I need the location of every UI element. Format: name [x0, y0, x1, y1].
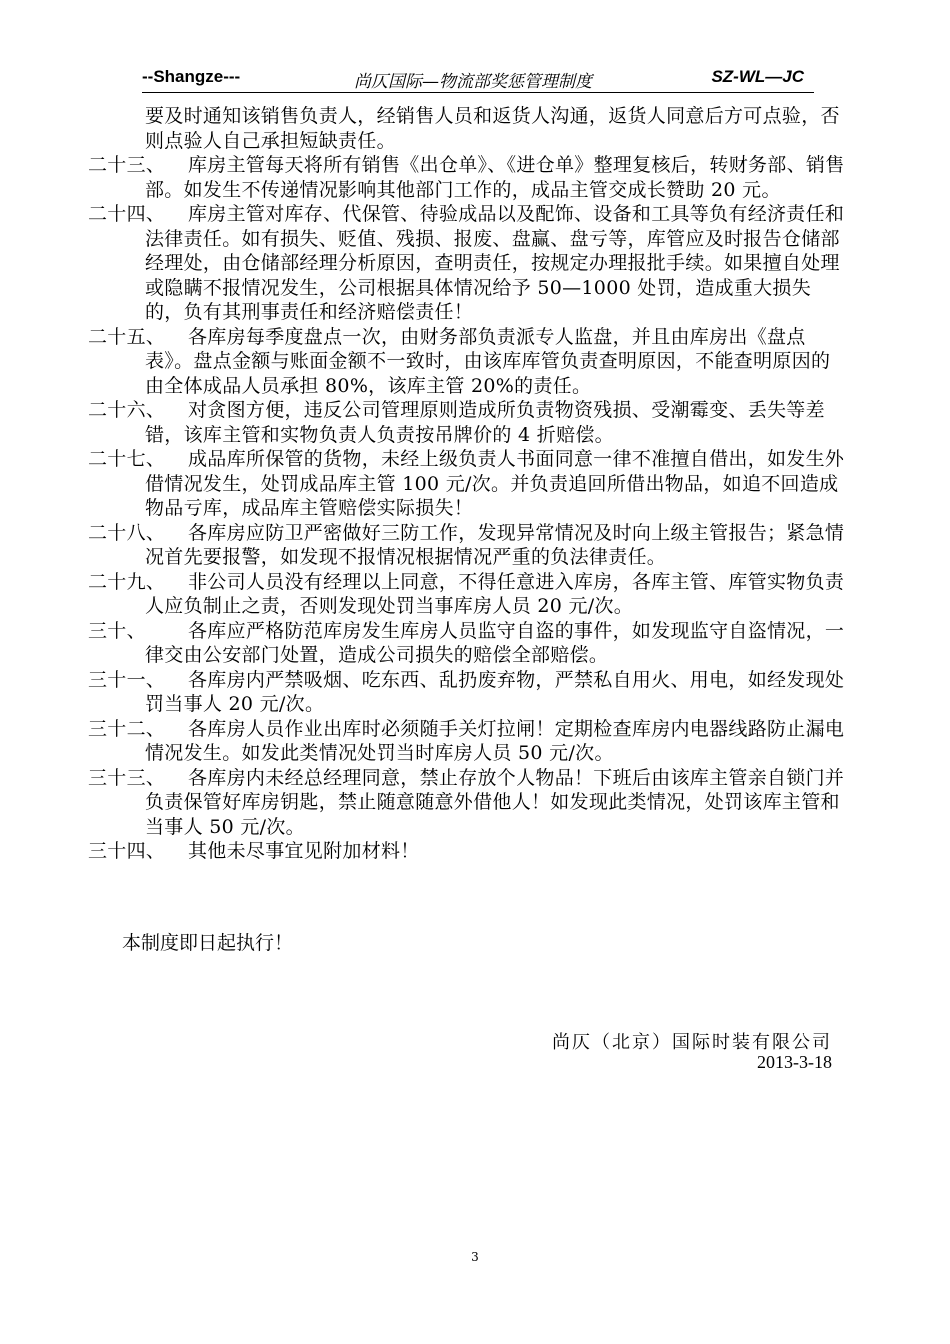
continuation-paragraph: 要及时通知该销售负责人，经销售人员和返货人沟通，返货人同意后方可点验，否则点验人自己承担短缺责任。 [145, 105, 840, 152]
header-left: --Shangze--- [142, 67, 241, 86]
clause-text: 库房主管对库存、代保管、待验成品以及配饰、设备和工具等负有经济责任和法律责任。如有损失、贬值、残损、报废、盘赢、盘亏等，库管应及时报告仓储部经理处，由仓储部经理分析原因，查明责任，按规定办理报批手续。如果擅自处理或隐瞒不报情况发生，公司根据具体情况给予 50—1000 处罚，造成重大损失的，负有其刑事责任和经济赔偿责任！ [145, 203, 845, 323]
header-code: SZ-WL—JC [711, 67, 804, 86]
clause-text: 其他未尽事宜见附加材料！ [188, 840, 420, 862]
clause-number: 三十、 [88, 619, 146, 642]
clause-item [88, 717, 848, 766]
clause-text: 各库房内严禁吸烟、吃东西、乱扔废弃物，严禁私自用火、用电，如经发现处罚当事人 20 元/次。 [145, 668, 845, 715]
clause-number: 二十九、 [88, 570, 166, 593]
clause-list [88, 153, 848, 864]
clause-item [88, 153, 848, 202]
clause-number: 三十四、 [88, 840, 166, 862]
clause-item [88, 839, 848, 864]
clause-number: 二十八、 [88, 521, 166, 544]
document-body [88, 104, 848, 864]
clause-number: 三十二、 [88, 717, 166, 740]
page-number: 3 [471, 1250, 479, 1264]
clause-item [88, 668, 848, 717]
company-name: 尚仄（北京）国际时装有限公司 [552, 1032, 832, 1053]
clause-number: 二十七、 [88, 448, 166, 470]
closing-statement: 本制度即日起执行！ [122, 932, 294, 954]
clause-text: 库房主管每天将所有销售《出仓单》、《进仓单》整理复核后，转财务部、销售部。如发生不传递情况影响其他部门工作的，成品主管交成长赞助 20 元。 [145, 154, 845, 201]
clause-text: 各库房人员作业出库时必须随手关灯拉闸！定期检查库房内电器线路防止漏电情况发生。如发此类情况处罚当时库房人员 50 元/次。 [145, 717, 845, 764]
clause-number: 二十四、 [88, 203, 166, 225]
clause-number: 二十三、 [88, 154, 166, 176]
clause-item [88, 521, 848, 570]
clause-text: 各库应严格防范库房发生库房人员监守自盗的事件，如发现监守自盗情况，一律交由公安部门处置，造成公司损失的赔偿全部赔偿。 [145, 619, 845, 666]
clause-number: 三十一、 [88, 668, 166, 691]
header-title: 尚仄国际—物流部奖惩管理制度 [354, 72, 592, 92]
clause-item [88, 398, 848, 447]
clause-number: 二十六、 [88, 399, 166, 421]
clause-text: 各库房每季度盘点一次，由财务部负责派专人监盘，并且由库房出《盘点表》。盘点金额与账面金额不一致时，由该库库管负责查明原因，不能查明原因的由全体成品人员承担 80%，该库主管 20%的责任。 [145, 325, 831, 397]
clause-item [88, 447, 848, 521]
clause-item [88, 570, 848, 619]
clause-item [88, 202, 848, 325]
clause-text: 非公司人员没有经理以上同意，不得任意进入库房，各库主管、库管实物负责人应负制止之责，否则发现处罚当事库房人员 20 元/次。 [145, 570, 845, 617]
clause-item [88, 766, 848, 840]
clause-text: 各库房内未经总经理同意，禁止存放个人物品！下班后由该库主管亲自锁门并负责保管好库房钥匙，禁止随意随意外借他人！如发现此类情况，处罚该库主管和当事人 50 元/次。 [145, 766, 845, 838]
page-header [142, 64, 814, 93]
clause-number: 三十三、 [88, 766, 166, 789]
clause-item [88, 619, 848, 668]
clause-number: 二十五、 [88, 325, 166, 348]
clause-text: 成品库所保管的货物，未经上级负责人书面同意一律不准擅自借出，如发生外借情况发生，处罚成品库主管 100 元/次。并负责追回所借出物品，如追不回造成物品亏库，成品库主管赔偿实际损失！ [145, 448, 845, 519]
clause-text: 对贪图方便，违反公司管理原则造成所负责物资残损、受潮霉变、丢失等差错，该库主管和实物负责人负责按吊牌价的 4 折赔偿。 [145, 399, 825, 446]
document-date: 2013-3-18 [757, 1052, 832, 1072]
clause-text: 各库房应防卫严密做好三防工作，发现异常情况及时向上级主管报告；紧急情况首先要报警，如发现不报情况根据情况严重的负法律责任。 [145, 521, 845, 568]
clause-item [88, 325, 848, 399]
